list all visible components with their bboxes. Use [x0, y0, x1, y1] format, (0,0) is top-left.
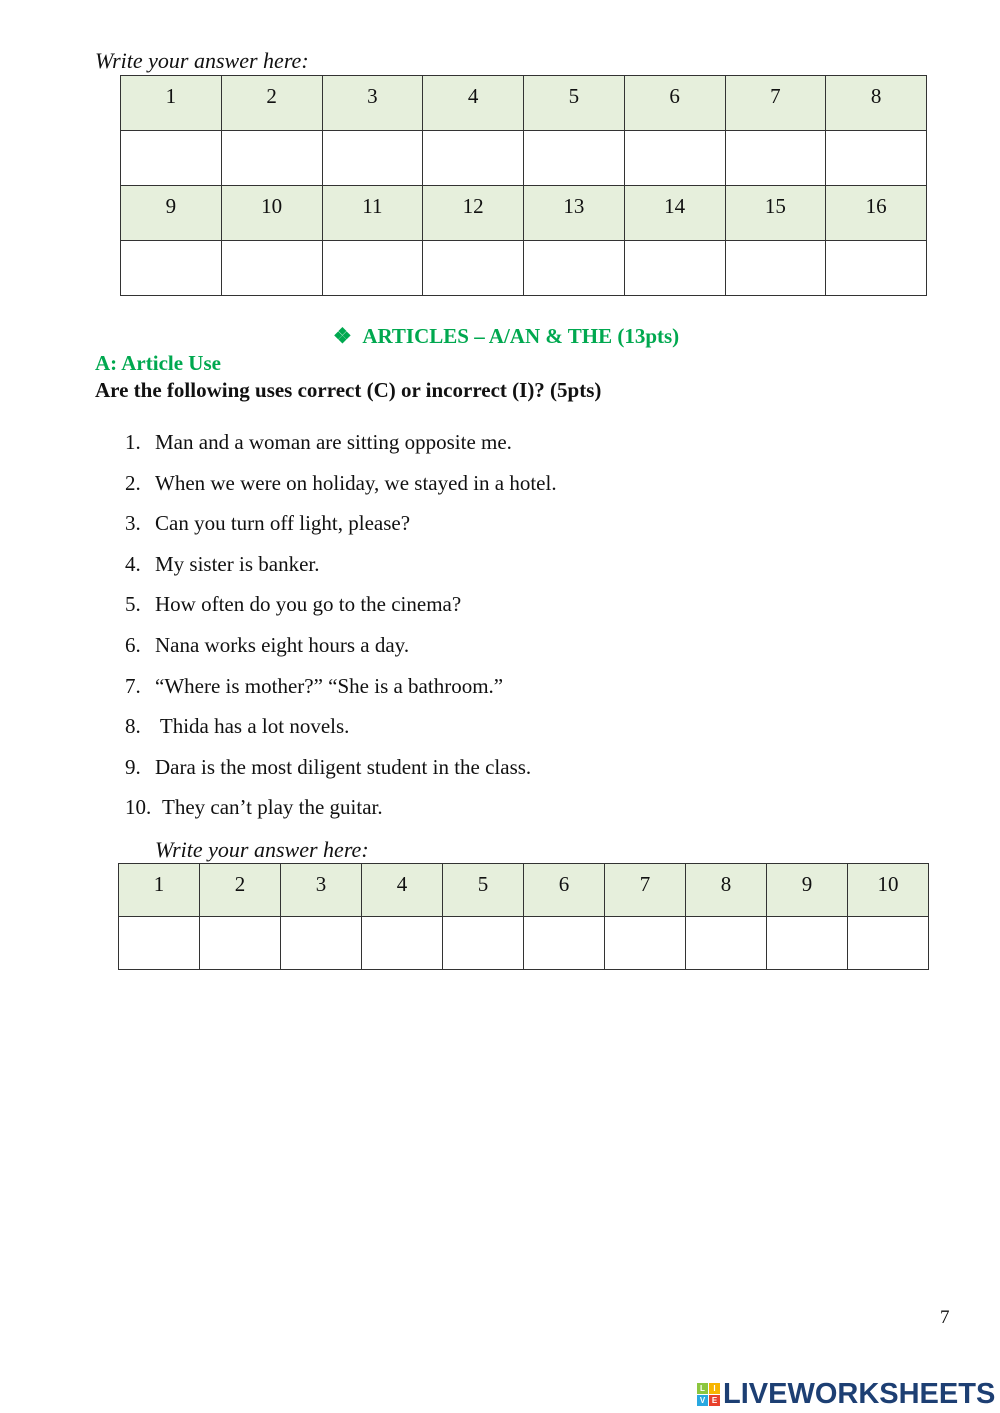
question-number-cell: 12 — [423, 186, 524, 241]
question-number-cell: 1 — [121, 76, 222, 131]
badge-letter: I — [709, 1383, 720, 1394]
answer-cell[interactable] — [443, 917, 524, 970]
item-number: 9. — [125, 754, 141, 779]
answer-cell[interactable] — [221, 241, 322, 296]
answer-cell[interactable] — [423, 241, 524, 296]
item-number: 1. — [125, 430, 141, 454]
page-number: 7 — [940, 1307, 950, 1328]
question-number-cell: 3 — [322, 76, 423, 131]
header-row — [119, 864, 929, 917]
list-item — [125, 471, 557, 496]
list-item — [125, 633, 409, 658]
question-number-cell: 9 — [121, 186, 222, 241]
header-row — [121, 76, 927, 131]
subsection-title: A: Article Use — [95, 351, 221, 375]
answer-cell[interactable] — [524, 131, 625, 186]
question-number-cell: 8 — [826, 76, 927, 131]
answer-cell[interactable] — [826, 241, 927, 296]
list-item — [125, 795, 383, 820]
answer-cell[interactable] — [362, 917, 443, 970]
item-text: Can you turn off light, please? — [155, 511, 411, 536]
question-number-cell: 2 — [221, 76, 322, 131]
question-number-cell: 10 — [221, 186, 322, 241]
liveworksheets-logo — [697, 1378, 995, 1411]
section-title — [333, 324, 679, 349]
list-item — [125, 714, 349, 739]
badge-letter: L — [697, 1383, 708, 1394]
item-text: My sister is banker. — [155, 551, 320, 576]
question-number-cell: 10 — [848, 864, 929, 917]
answer-cell[interactable] — [605, 917, 686, 970]
header-row — [121, 186, 927, 241]
item-number: 7. — [125, 673, 141, 698]
item-text: How often do you go to the cinema? — [155, 592, 462, 617]
item-number: 4. — [125, 551, 141, 576]
item-number: 3. — [125, 511, 141, 536]
question-number-cell: 6 — [524, 864, 605, 917]
answer-row — [119, 917, 929, 970]
answer-row — [121, 131, 927, 186]
answer-table-2 — [118, 863, 929, 970]
badge-letter: V — [697, 1395, 708, 1406]
item-text: When we were on holiday, we stayed in a hotel. — [155, 470, 557, 495]
question-number-cell: 6 — [624, 76, 725, 131]
section-title-text: ARTICLES – A/AN & THE (13pts) — [362, 324, 680, 348]
answer-cell[interactable] — [624, 131, 725, 186]
live-badge-icon — [697, 1383, 720, 1406]
badge-letter: E — [709, 1395, 720, 1406]
answer-cell[interactable] — [221, 131, 322, 186]
question-number-cell: 8 — [686, 864, 767, 917]
answer-prompt: Write your answer here: — [155, 837, 369, 862]
question-number-cell: 4 — [362, 864, 443, 917]
item-number: 2. — [125, 470, 141, 495]
question-number-cell: 4 — [423, 76, 524, 131]
answer-cell[interactable] — [725, 131, 826, 186]
answer-row — [121, 241, 927, 296]
answer-cell[interactable] — [767, 917, 848, 970]
answer-cell[interactable] — [624, 241, 725, 296]
answer-cell[interactable] — [725, 241, 826, 296]
answer-cell[interactable] — [322, 241, 423, 296]
list-item — [125, 430, 512, 455]
list-item — [125, 674, 503, 699]
question-number-cell: 1 — [119, 864, 200, 917]
item-text: Man and a woman are sitting opposite me. — [155, 430, 512, 454]
instruction: Are the following uses correct (C) or incorrect (I)? (5pts) — [95, 378, 602, 402]
answer-cell[interactable] — [322, 131, 423, 186]
answer-cell[interactable] — [423, 131, 524, 186]
logo-text: LIVEWORKSHEETS — [723, 1378, 996, 1410]
question-number-cell: 14 — [624, 186, 725, 241]
list-item — [125, 592, 461, 617]
question-number-cell: 7 — [725, 76, 826, 131]
item-number: 5. — [125, 592, 141, 617]
item-number: 10. — [125, 795, 152, 820]
answer-cell[interactable] — [848, 917, 929, 970]
answer-cell[interactable] — [686, 917, 767, 970]
answer-cell[interactable] — [200, 917, 281, 970]
question-number-cell: 5 — [443, 864, 524, 917]
answer-cell[interactable] — [826, 131, 927, 186]
answer-cell[interactable] — [281, 917, 362, 970]
answer-cell[interactable] — [119, 917, 200, 970]
question-number-cell: 11 — [322, 186, 423, 241]
item-text: Nana works eight hours a day. — [155, 633, 410, 657]
answer-cell[interactable] — [121, 241, 222, 296]
item-text: Thida has a lot novels. — [155, 714, 350, 739]
list-item — [125, 755, 531, 780]
diamond-bullet-icon: ❖ — [333, 324, 363, 348]
question-number-cell: 13 — [524, 186, 625, 241]
question-number-cell: 3 — [281, 864, 362, 917]
item-text: Dara is the most diligent student in the class. — [155, 754, 532, 779]
item-number: 6. — [125, 633, 141, 657]
item-text: “Where is mother?” “She is a bathroom.” — [155, 673, 504, 698]
list-item — [125, 552, 319, 577]
answer-cell[interactable] — [121, 131, 222, 186]
question-number-cell: 9 — [767, 864, 848, 917]
answer-prompt: Write your answer here: — [95, 48, 309, 73]
item-text: They can’t play the guitar. — [162, 795, 383, 820]
answer-cell[interactable] — [524, 917, 605, 970]
question-number-cell: 7 — [605, 864, 686, 917]
question-number-cell: 5 — [524, 76, 625, 131]
answer-cell[interactable] — [524, 241, 625, 296]
item-number: 8. — [125, 714, 141, 739]
question-number-cell: 15 — [725, 186, 826, 241]
question-number-cell: 2 — [200, 864, 281, 917]
list-item — [125, 511, 410, 536]
question-number-cell: 16 — [826, 186, 927, 241]
answer-table-1 — [120, 75, 927, 296]
